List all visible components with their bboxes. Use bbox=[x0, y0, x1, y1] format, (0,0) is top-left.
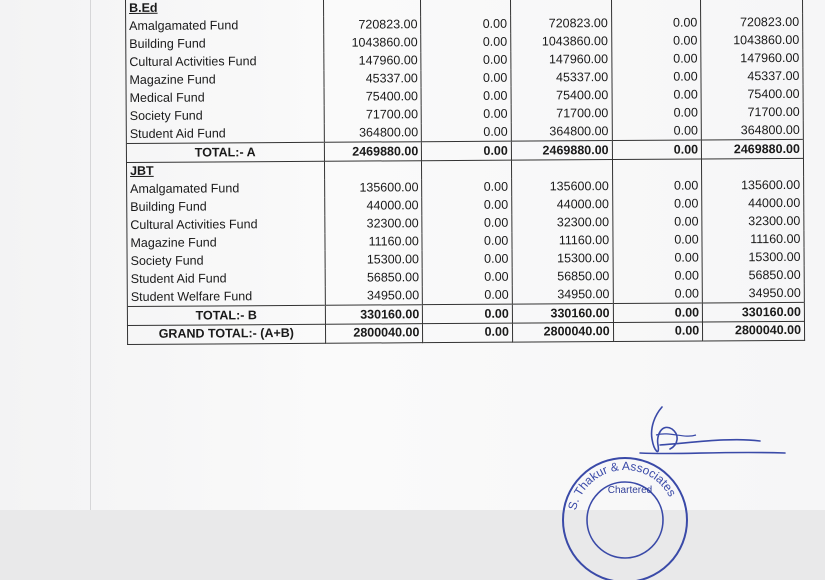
amount-cell-c6: 45337.00 bbox=[701, 67, 803, 86]
amount-cell-c3: 0.00 bbox=[423, 268, 513, 286]
fund-name: Student Aid Fund bbox=[127, 269, 325, 288]
amount-cell-c6: 75400.00 bbox=[701, 85, 803, 104]
blank-cell bbox=[324, 161, 422, 180]
amount-cell-c3: 0.00 bbox=[423, 323, 513, 342]
amount-cell-c6: 32300.00 bbox=[702, 213, 804, 232]
amount-cell-c5: 0.00 bbox=[613, 231, 703, 249]
amount-cell-c2: 364800.00 bbox=[324, 123, 422, 142]
amount-cell-c3: 0.00 bbox=[422, 232, 512, 250]
amount-cell-c2: 34950.00 bbox=[325, 286, 423, 305]
amount-cell-c5: 0.00 bbox=[613, 267, 703, 285]
stamp-center bbox=[600, 485, 660, 496]
amount-cell-c4: 44000.00 bbox=[512, 196, 613, 215]
section-heading: B.Ed bbox=[125, 0, 323, 18]
amount-cell-c3: 0.00 bbox=[421, 87, 511, 105]
amount-cell-c2: 1043860.00 bbox=[323, 34, 421, 52]
amount-cell-c4: 34950.00 bbox=[512, 285, 613, 304]
fund-name: Amalgamated Fund bbox=[127, 180, 325, 199]
amount-cell-c5: 0.00 bbox=[612, 68, 702, 86]
fund-name: GRAND TOTAL:- (A+B) bbox=[127, 324, 325, 344]
amount-cell-c3: 0.00 bbox=[421, 51, 511, 69]
amount-cell-c5: 0.00 bbox=[612, 177, 702, 195]
fund-name: Building Fund bbox=[127, 198, 325, 217]
blank-cell bbox=[421, 0, 511, 16]
amount-cell-c3: 0.00 bbox=[422, 214, 512, 232]
fund-name: Cultural Activities Fund bbox=[126, 52, 324, 71]
amount-cell-c4: 135600.00 bbox=[511, 178, 612, 197]
amount-cell-c3: 0.00 bbox=[423, 304, 513, 323]
amount-cell-c6: 720823.00 bbox=[701, 14, 803, 33]
amount-cell-c4: 32300.00 bbox=[512, 214, 613, 233]
amount-cell-c2: 56850.00 bbox=[325, 269, 423, 287]
amount-cell-c5: 0.00 bbox=[612, 86, 702, 104]
amount-cell-c5: 0.00 bbox=[613, 322, 703, 341]
amount-cell-c4: 45337.00 bbox=[511, 69, 612, 88]
blank-cell bbox=[611, 0, 701, 15]
amount-cell-c5: 0.00 bbox=[611, 32, 701, 50]
fund-name: Society Fund bbox=[127, 251, 325, 270]
fund-name: Amalgamated Fund bbox=[126, 17, 324, 36]
amount-cell-c4: 56850.00 bbox=[512, 267, 613, 286]
fund-name: Building Fund bbox=[126, 35, 324, 54]
grand-total-row bbox=[127, 321, 804, 344]
amount-cell-c6: 2800040.00 bbox=[703, 321, 805, 341]
amount-cell-c3: 0.00 bbox=[422, 141, 512, 160]
amount-cell-c5: 0.00 bbox=[612, 122, 702, 141]
amount-cell-c5: 0.00 bbox=[612, 213, 702, 231]
fund-name: Cultural Activities Fund bbox=[127, 215, 325, 234]
amount-cell-c4: 1043860.00 bbox=[511, 33, 612, 52]
amount-cell-c6: 135600.00 bbox=[702, 177, 804, 196]
amount-cell-c6: 34950.00 bbox=[702, 284, 804, 303]
amount-cell-c2: 147960.00 bbox=[323, 52, 421, 70]
amount-cell-c2: 15300.00 bbox=[325, 251, 423, 269]
amount-cell-c3: 0.00 bbox=[421, 16, 511, 34]
amount-cell-c2: 45337.00 bbox=[323, 70, 421, 88]
fund-name: Medical Fund bbox=[126, 88, 324, 107]
blank-cell bbox=[701, 0, 803, 14]
amount-cell-c6: 44000.00 bbox=[702, 195, 804, 214]
amount-cell-c4: 720823.00 bbox=[510, 15, 611, 34]
blank-cell bbox=[510, 0, 611, 16]
section-heading: JBT bbox=[126, 161, 324, 181]
amount-cell-c4: 2469880.00 bbox=[511, 141, 612, 161]
blank-cell bbox=[323, 0, 421, 17]
stamp-center-line1: Chartered bbox=[607, 485, 653, 496]
amount-cell-c5: 0.00 bbox=[612, 104, 702, 122]
amount-cell-c3: 0.00 bbox=[422, 123, 512, 142]
amount-cell-c5: 0.00 bbox=[613, 285, 703, 304]
amount-cell-c4: 147960.00 bbox=[511, 51, 612, 70]
amount-cell-c3: 0.00 bbox=[421, 33, 511, 51]
fund-table-body bbox=[125, 0, 804, 344]
fund-name: Magazine Fund bbox=[127, 233, 325, 252]
firm-seal-stamp bbox=[555, 440, 695, 580]
amount-cell-c5: 0.00 bbox=[612, 140, 702, 159]
amount-cell-c6: 147960.00 bbox=[701, 50, 803, 69]
amount-cell-c2: 720823.00 bbox=[323, 16, 421, 34]
amount-cell-c3: 0.00 bbox=[422, 196, 512, 214]
amount-cell-c6: 56850.00 bbox=[702, 266, 804, 285]
amount-cell-c6: 15300.00 bbox=[702, 248, 804, 267]
amount-cell-c4: 330160.00 bbox=[512, 304, 613, 324]
amount-cell-c3: 0.00 bbox=[422, 105, 512, 123]
amount-cell-c4: 11160.00 bbox=[512, 232, 613, 251]
amount-cell-c3: 0.00 bbox=[422, 250, 512, 268]
amount-cell-c5: 0.00 bbox=[613, 249, 703, 267]
blank-cell bbox=[612, 159, 702, 178]
amount-cell-c5: 0.00 bbox=[611, 50, 701, 68]
amount-cell-c2: 71700.00 bbox=[324, 106, 422, 124]
blank-cell bbox=[422, 160, 512, 179]
fund-name: Student Welfare Fund bbox=[127, 287, 325, 307]
amount-cell-c4: 2800040.00 bbox=[512, 323, 613, 343]
amount-cell-c5: 0.00 bbox=[612, 195, 702, 213]
amount-cell-c3: 0.00 bbox=[423, 286, 513, 305]
amount-cell-c6: 330160.00 bbox=[703, 302, 805, 322]
page-edge bbox=[90, 0, 91, 510]
amount-cell-c3: 0.00 bbox=[422, 179, 512, 197]
amount-cell-c2: 44000.00 bbox=[324, 197, 422, 215]
amount-cell-c6: 11160.00 bbox=[702, 230, 804, 249]
fund-statement-table bbox=[125, 0, 805, 345]
amount-cell-c4: 364800.00 bbox=[511, 122, 612, 141]
amount-cell-c2: 32300.00 bbox=[324, 215, 422, 233]
amount-cell-c6: 364800.00 bbox=[701, 121, 803, 140]
fund-name: Student Aid Fund bbox=[126, 124, 324, 144]
fund-name: Magazine Fund bbox=[126, 70, 324, 89]
amount-cell-c4: 75400.00 bbox=[511, 86, 612, 105]
amount-cell-c4: 71700.00 bbox=[511, 104, 612, 123]
blank-cell bbox=[511, 160, 612, 179]
fund-name: TOTAL:- A bbox=[126, 142, 324, 162]
amount-cell-c2: 330160.00 bbox=[325, 305, 423, 324]
fund-name: TOTAL:- B bbox=[127, 305, 325, 325]
amount-cell-c5: 0.00 bbox=[613, 303, 703, 322]
amount-cell-c2: 135600.00 bbox=[324, 179, 422, 197]
amount-cell-c2: 2800040.00 bbox=[325, 324, 423, 343]
fund-name: Society Fund bbox=[126, 106, 324, 125]
amount-cell-c6: 1043860.00 bbox=[701, 32, 803, 51]
amount-cell-c6: 2469880.00 bbox=[702, 139, 804, 159]
amount-cell-c2: 75400.00 bbox=[324, 88, 422, 106]
amount-cell-c5: 0.00 bbox=[611, 14, 701, 32]
blank-cell bbox=[702, 158, 804, 177]
amount-cell-c6: 71700.00 bbox=[701, 103, 803, 122]
amount-cell-c4: 15300.00 bbox=[512, 249, 613, 268]
amount-cell-c2: 11160.00 bbox=[324, 233, 422, 251]
amount-cell-c2: 2469880.00 bbox=[324, 142, 422, 161]
stamp-ring-text: S. Thakur & Associates bbox=[565, 458, 680, 512]
amount-cell-c3: 0.00 bbox=[421, 69, 511, 87]
